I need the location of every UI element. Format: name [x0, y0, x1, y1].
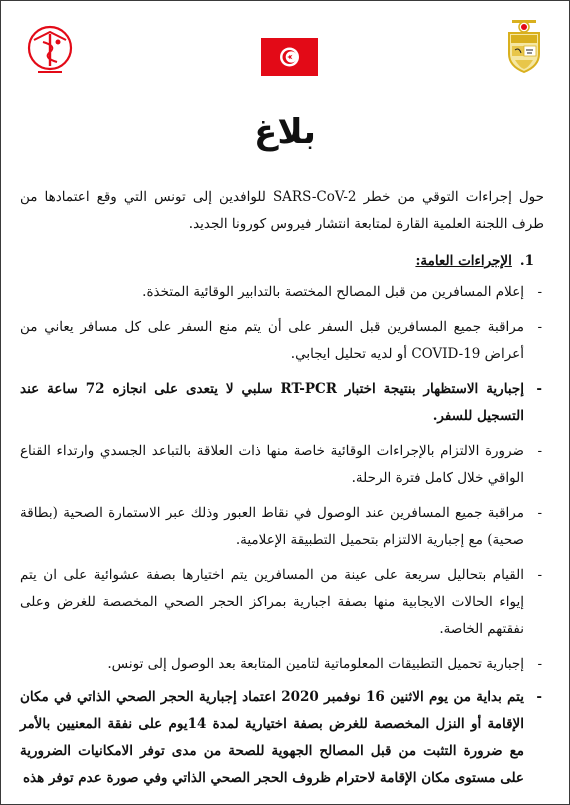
- measures-list: [20, 279, 544, 792]
- list-item: - ضرورة الالتزام بالإجراءات الوقائية خاصة منها ذات العلاقة بالتباعد الجسدي وارتداء القناع الواقي خلال كامل فترة الرحلة.: [20, 438, 544, 492]
- intro-paragraph: حول إجراءات التوقي من خطر SARS-CoV-2 للوافدين إلى تونس التي وقع اعتمادها من طرف اللجنة العلمية القارة لمتابعة انتشار فيروس كورونا الجديد.: [20, 189, 544, 232]
- section-heading: [20, 248, 544, 275]
- tunisia-flag-icon: [261, 38, 318, 76]
- list-item: - إجبارية الاستظهار بنتيجة اختبار RT-PCR سلبي لا يتعدى على انجازه 72 ساعة عند التسجيل للسفر.: [20, 376, 544, 430]
- page-title: بلاغ: [254, 112, 316, 152]
- section-title: الإجراءات العامة:: [415, 253, 512, 269]
- list-item: - يتم بداية من يوم الاثنين 16 نوفمبر 2020 اعتماد إجبارية الحجر الصحي الذاتي في مكان الإقامة أو النزل المخصصة للغرض بصفة اختيارية لمدة 14يوم على نفقة المعنيين بالأمر مع ضرورة التثبت من قبل المصالح الجهوية للصحة من مدى توفر الامكانيات الضرورية على مستوى مكان الإقامة لاحترام ظروف الحجر الصحي الذاتي وفي صورة عدم توفر هذه: [20, 684, 544, 792]
- ministry-of-health-logo-icon: [24, 22, 76, 80]
- section-number: 1.: [519, 253, 534, 269]
- list-item: - مراقبة جميع المسافرين عند الوصول في نقاط العبور وذلك عبر الاستمارة الصحية (بطاقة صحية) مع إجبارية الالتزام بتحميل التطبيقة الإعلامية.: [20, 500, 544, 554]
- list-item: - إجبارية تحميل التطبيقات المعلوماتية لتامين المتابعة بعد الوصول إلى تونس.: [20, 651, 544, 678]
- document-body: [20, 184, 544, 800]
- tunisia-coat-of-arms-icon: [506, 20, 542, 74]
- list-item: - إعلام المسافرين من قبل المصالح المختصة بالتدابير الوقائية المتخذة.: [20, 279, 544, 306]
- list-item: - مراقبة جميع المسافرين قبل السفر على أن يتم منع السفر على كل مسافر يعاني من أعراض COVID-19 أو لديه تحليل ايجابي.: [20, 314, 544, 368]
- list-item: - القيام بتحاليل سريعة على عينة من المسافرين يتم اختيارها بصفة عشوائية على ان يتم إيواء الحالات الايجابية منها بصفة اجبارية بمراكز الحجر الصحي المخصصة للغرض وعلى نفقتهم الخاصة.: [20, 562, 544, 643]
